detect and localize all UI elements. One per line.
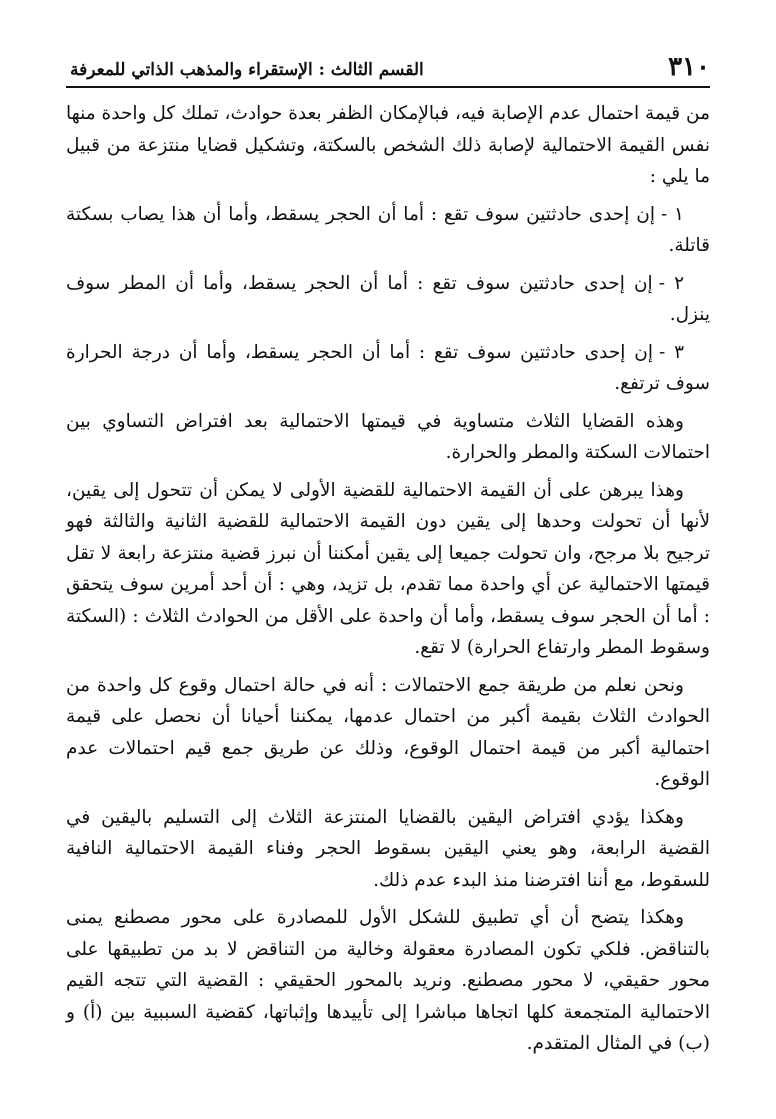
paragraph-3: وهذا يبرهن على أن القيمة الاحتمالية للقضية الأولى لا يمكن أن تتحول إلى يقين، لأنها أن تحولت وحدها إلى يقين دون القيمة الاحتمالية للقضية الثانية والثالثة فهو ترجيح بلا مرجح، وان تحولت جميعا إلى يقين أمكننا أن نبرز قضية منتزعة رابعة لا تقل قيمتها الاحتمالية عن أي واحدة مما تقدم، بل تزيد، وهي : أن أحد أمرين سوف يتحقق : أما أن الحجر سوف يسقط، وأما أن واحدة على الأقل من الحوادث الثلاث : (السكتة وسقوط المطر وارتفاع الحرارة) لا تقع.	[66, 479, 710, 658]
list-item-2	[66, 268, 710, 331]
running-title: القسم الثالث : الإستقراء والمذهب الذاتي للمعرفة	[70, 60, 424, 80]
paragraph-1: من قيمة احتمال عدم الإصابة فيه، فبالإمكان الظفر بعدة حوادث، تملك كل واحدة منها نفس القيمة الاحتمالية لإصابة ذلك الشخص بالسكتة، وتشكيل قضايا منتزعة من قبيل ما يلي :	[66, 103, 710, 187]
list-item-1	[66, 199, 710, 262]
list-item-number: ٣ -	[659, 341, 685, 363]
list-item-3	[66, 337, 710, 400]
paragraph-4: ونحن نعلم من طريقة جمع الاحتمالات : أنه في حالة احتمال وقوع كل واحدة من الحوادث الثلاث بقيمة أكبر من احتمال عدمها، يمكننا أحيانا أن نحصل على قيمة احتمالية أكبر من قيمة احتمال الوقوع، وذلك عن طريق جمع قيم احتمالات عدم الوقوع.	[66, 674, 710, 790]
paragraph-2: وهذه القضايا الثلاث متساوية في قيمتها الاحتمالية بعد افتراض التساوي بين احتمالات السكتة والمطر والحرارة.	[66, 410, 710, 463]
list-item-number: ٢ -	[658, 272, 684, 294]
list-item-text: إن إحدى حادثتين سوف تقع : أما أن الحجر يسقط، وأما أن درجة الحرارة سوف ترتفع.	[66, 341, 710, 394]
list-item-number: ١ -	[660, 203, 684, 225]
list-item-text: إن إحدى حادثتين سوف تقع : أما أن الحجر يسقط، وأما أن هذا يصاب بسكتة قاتلة.	[66, 203, 710, 256]
page-body	[66, 98, 710, 1060]
paragraph-5: وهكذا يؤدي افتراض اليقين بالقضايا المنتزعة الثلاث إلى التسليم باليقين في القضية الرابعة، وهو يعني اليقين بسقوط الحجر وفناء القيمة الاحتمالية النافية للسقوط، مع أننا افترضنا منذ البدء عدم ذلك.	[66, 806, 710, 891]
page-number: ٣١٠	[668, 52, 710, 82]
page-header	[66, 42, 710, 88]
list-item-text: إن إحدى حادثتين سوف تقع : أما أن الحجر يسقط، وأما أن المطر سوف ينزل.	[66, 272, 710, 325]
paragraph-6: وهكذا يتضح أن أي تطبيق للشكل الأول للمصادرة على محور مصطنع يمنى بالتناقض. فلكي تكون المصادرة معقولة وخالية من التناقض لا بد من تطبيقها على محور حقيقي، لا محور مصطنع. ونريد بالمحور الحقيقي : القضية التي تتجه القيم الاحتمالية المتجمعة كلها اتجاها مباشرا إلى تأييدها وإثباتها، كقضية السببية بين (أ) و (ب) في المثال المتقدم.	[66, 907, 710, 1054]
book-page	[66, 42, 710, 1066]
